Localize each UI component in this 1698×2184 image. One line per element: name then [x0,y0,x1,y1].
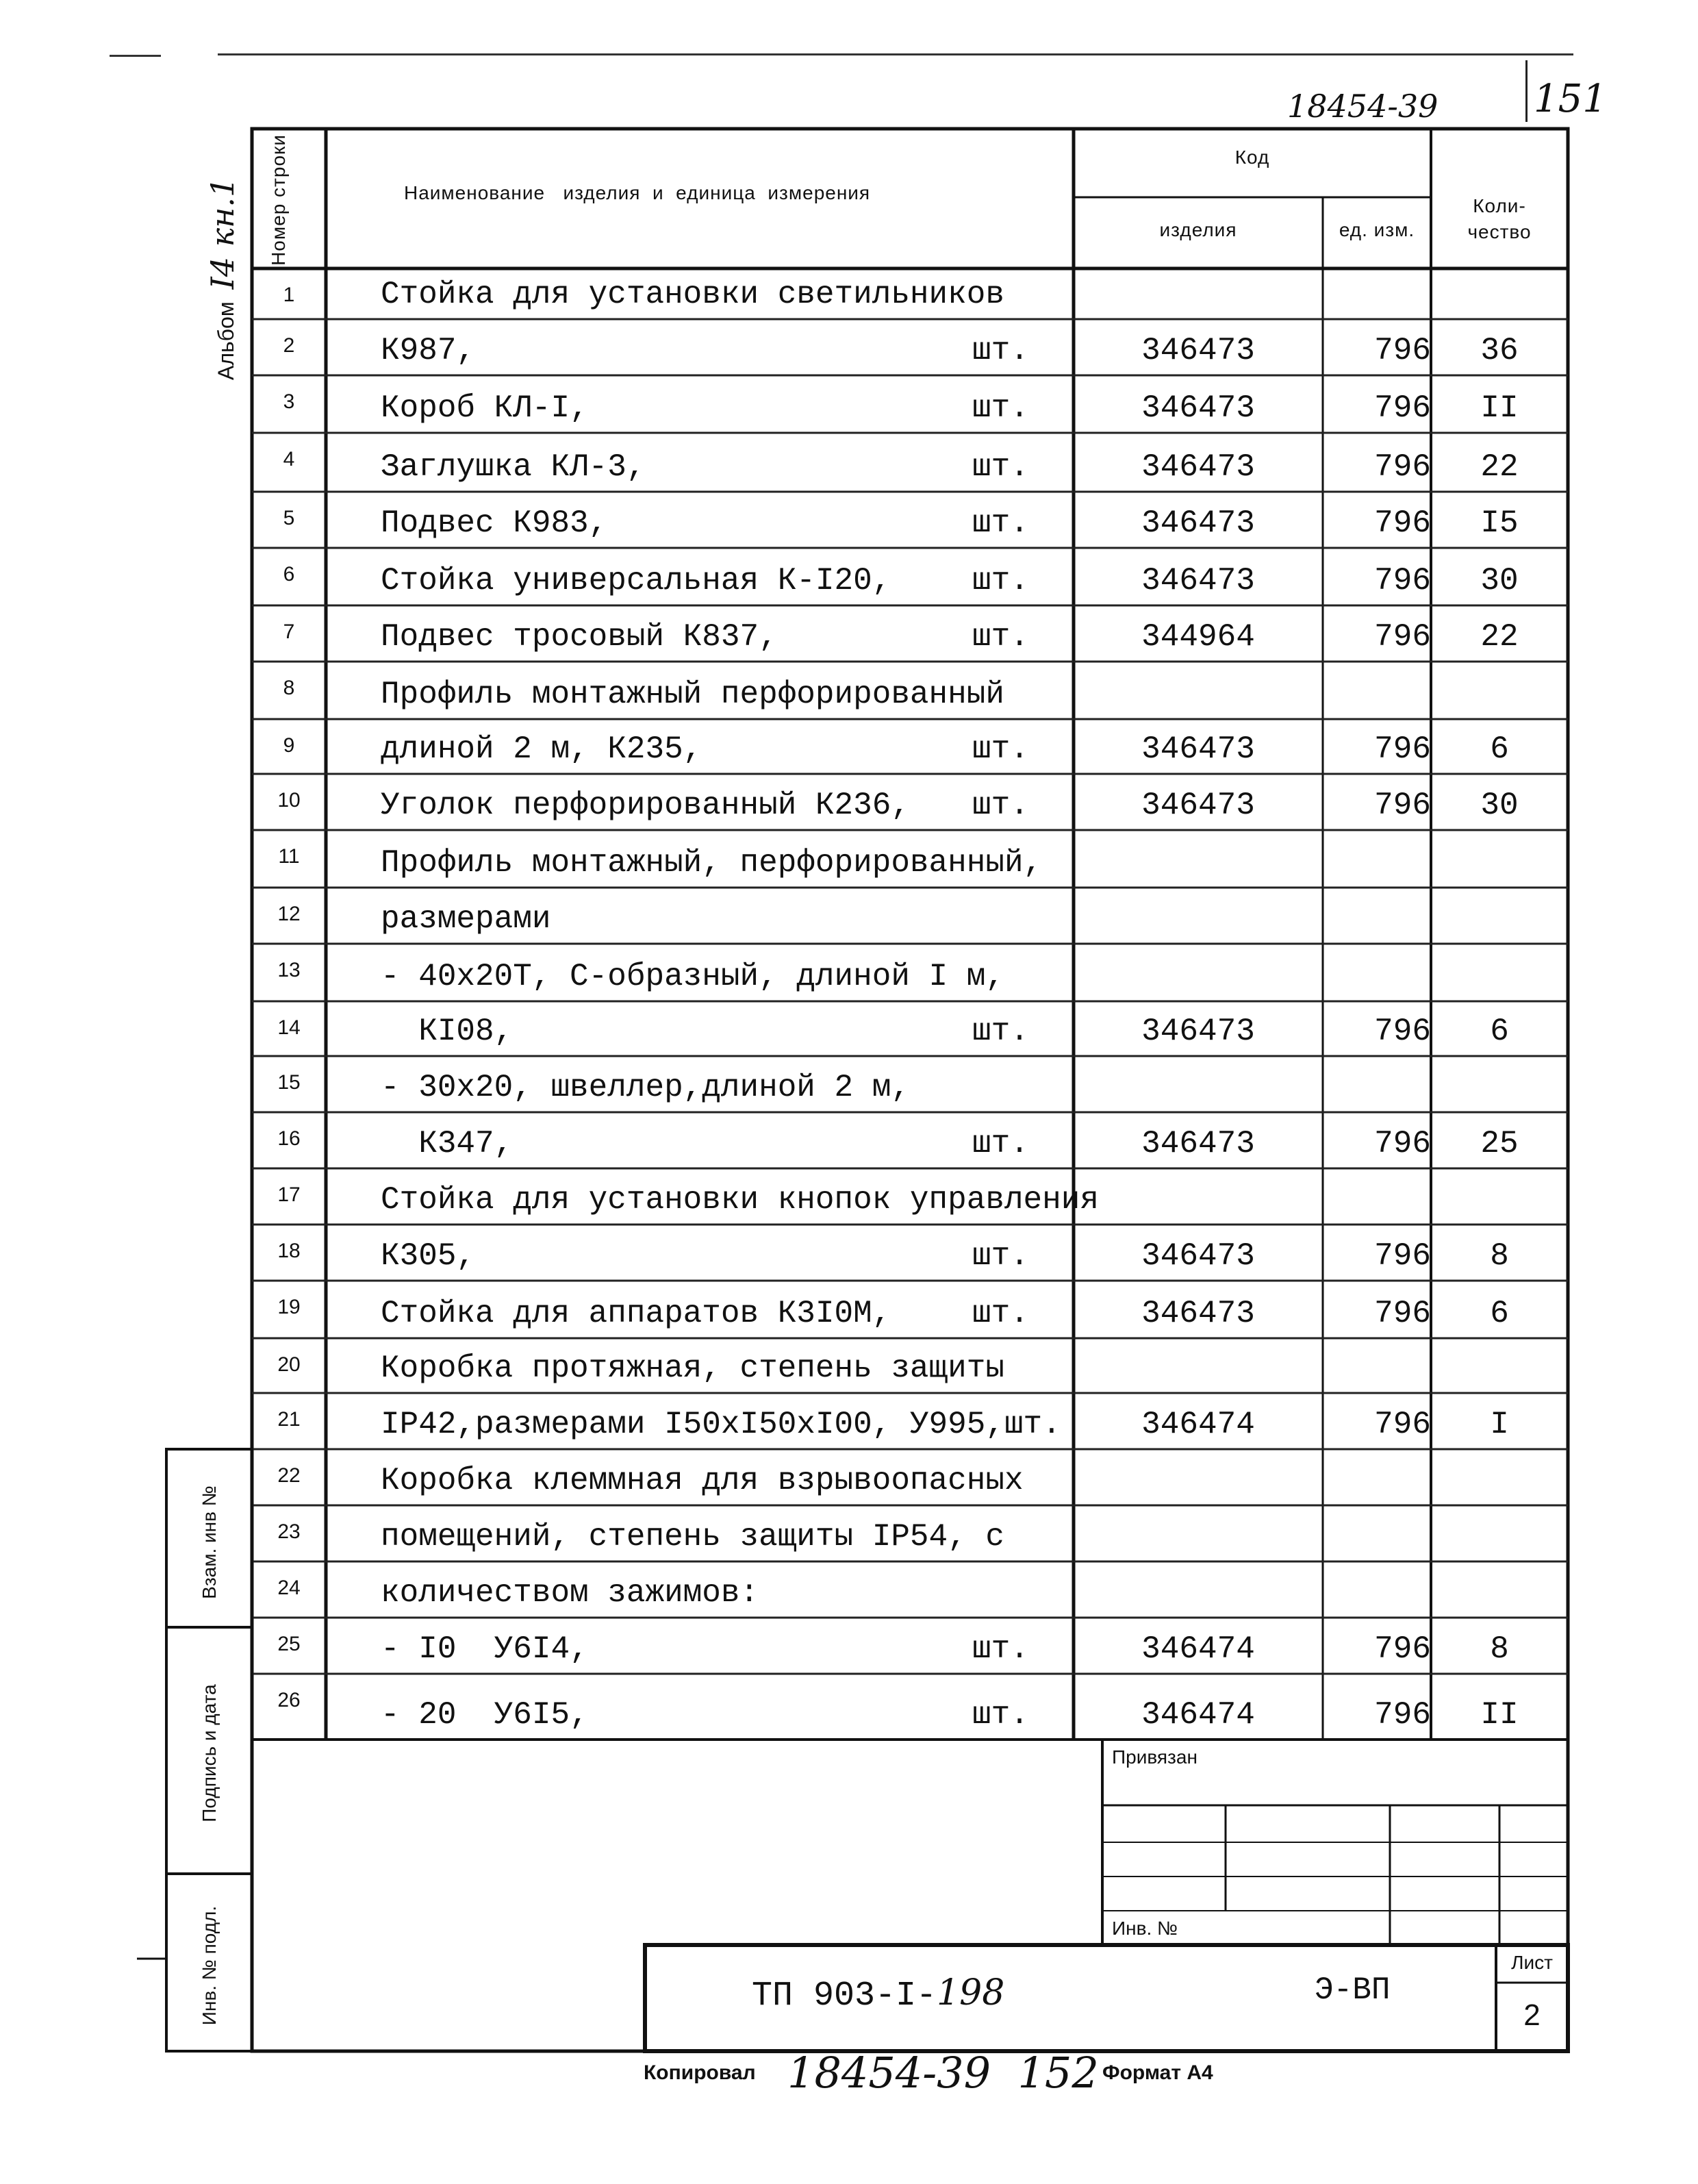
row-qty: 25 [1480,1126,1519,1162]
album-label: Альбом I4 кн.1 [204,177,241,380]
row-qty: 6 [1490,731,1509,767]
row-uom: 796 [1374,1296,1431,1331]
row-unit: шт. [972,1697,1029,1733]
row-uom: 796 [1374,788,1431,823]
row-code: 346473 [1141,505,1255,541]
row-name: Коробка протяжная, степень защиты [381,1351,1004,1386]
row-number: 25 [277,1633,301,1655]
row-number: 14 [277,1016,301,1039]
header-code: Код [1234,147,1270,168]
row-number: 12 [277,903,301,925]
row-name: Заглушка КЛ-3, [381,449,646,485]
row-number: 7 [283,620,295,643]
row-code: 346474 [1141,1697,1255,1733]
row-unit: шт. [972,505,1029,541]
row-name: количеством зажимов: [381,1575,759,1611]
row-code: 346474 [1141,1631,1255,1667]
row-code: 346473 [1141,788,1255,823]
row-number: 16 [277,1127,301,1150]
row-qty: 6 [1490,1296,1509,1331]
row-name: Коробка клеммная для взрывоопасных [381,1463,1024,1498]
row-name: Стойка для установки светильников [381,277,1004,312]
row-qty: 6 [1490,1014,1509,1049]
row-uom: 796 [1374,619,1431,655]
row-name: Профиль монтажный, перфорированный, [381,845,1043,881]
row-unit: шт. [972,1296,1029,1331]
row-number: 1 [283,284,295,306]
row-name: Стойка универсальная К-I20, [381,563,891,599]
row-name: К347, [381,1126,514,1162]
row-number: 6 [283,563,295,586]
footer-format: Формат А4 [1102,2061,1213,2084]
row-name: размерами [381,901,551,937]
row-uom: 796 [1374,1126,1431,1162]
row-number: 13 [277,959,301,981]
row-unit: шт. [972,1238,1029,1274]
stamp-sheet-value: 2 [1523,1998,1541,2032]
row-number: 18 [277,1240,301,1262]
row-name: Стойка для аппаратов К3I0М, [381,1296,891,1331]
row-name: К305, [381,1238,476,1274]
row-uom: 796 [1374,563,1431,599]
row-name: - 30х20, швеллер,длиной 2 м, [381,1070,910,1105]
row-unit: шт. [972,1014,1029,1049]
row-number: 19 [277,1296,301,1318]
row-code: 346473 [1141,390,1255,426]
row-uom: 796 [1374,390,1431,426]
row-number: 5 [283,507,295,529]
row-number: 23 [277,1520,301,1543]
row-number: 8 [283,677,295,699]
doc-number-hand: 18454-39 [1287,88,1439,125]
row-code: 346473 [1141,333,1255,368]
row-number: 9 [283,734,295,757]
row-qty: 30 [1480,563,1519,599]
row-uom: 796 [1374,1631,1431,1667]
stamp-sheet-label: Лист [1511,1952,1553,1973]
row-number: 17 [277,1183,301,1206]
row-number: 15 [277,1071,301,1094]
row-name: Стойка для установки кнопок управления [381,1182,1099,1218]
row-unit: шт. [972,390,1029,426]
row-uom: 796 [1374,1407,1431,1442]
page-number-hand: 151 [1534,77,1607,121]
row-qty: 36 [1480,333,1519,368]
row-number: 20 [277,1353,301,1376]
row-qty: 30 [1480,788,1519,823]
row-uom: 796 [1374,731,1431,767]
row-number: 2 [283,334,295,357]
row-uom: 796 [1374,449,1431,485]
side-vzam: Взам. инв № [199,1485,220,1599]
row-name: длиной 2 м, К235, [381,731,702,767]
row-code: 346473 [1141,1014,1255,1049]
row-qty: I [1490,1407,1509,1442]
row-number: 21 [277,1408,301,1431]
row-code: 346473 [1141,1296,1255,1331]
row-number: 24 [277,1577,301,1599]
row-qty: 8 [1490,1238,1509,1274]
row-name: помещений, степень защиты IP54, с [381,1519,1004,1555]
row-number: 26 [277,1689,301,1711]
row-uom: 796 [1374,1014,1431,1049]
row-code: 346474 [1141,1407,1255,1442]
row-unit: шт. [972,333,1029,368]
row-uom: 796 [1374,505,1431,541]
row-code: 346473 [1141,731,1255,767]
row-name: Подвес К983, [381,505,608,541]
stamp-section: Э-ВП [1315,1972,1391,2008]
row-name: Короб КЛ-I, [381,390,589,426]
header-qty: Коли-чество [1467,195,1532,242]
row-qty: 22 [1480,619,1519,655]
row-name: К987, [381,333,476,368]
header-code-item: изделия [1159,219,1237,240]
header-name: Наименование изделия и единица измерения [404,182,871,203]
row-qty: II [1480,390,1519,426]
stamp-inv-no: Инв. № [1112,1918,1178,1939]
row-name: Уголок перфорированный К236, [381,788,910,823]
row-name: - I0 У6I4, [381,1631,589,1667]
row-name: - 40х20Т, С-образный, длиной I м, [381,959,1004,994]
row-number: 10 [277,789,301,812]
header-code-unit: ед. изм. [1339,219,1415,240]
footer-copied: Копировал [644,2061,756,2084]
row-number: 3 [283,390,295,413]
row-qty: I5 [1480,505,1519,541]
row-name: Подвес тросовый К837, [381,619,778,655]
row-unit: шт. [972,1631,1029,1667]
row-unit: шт. [972,619,1029,655]
row-number: 4 [283,448,295,470]
side-inv-podl: Инв. № подл. [199,1905,220,2026]
row-name: Профиль монтажный перфорированный [381,677,1004,712]
row-unit: шт. [972,563,1029,599]
row-unit: шт. [972,731,1029,767]
row-unit: шт. [972,449,1029,485]
row-name: IP42,размерами I50хI50хI00, У995,шт. [381,1407,1061,1442]
row-code: 344964 [1141,619,1255,655]
row-code: 346473 [1141,1126,1255,1162]
row-code: 346473 [1141,1238,1255,1274]
stamp-designation: ТП 903-I-198 [752,1972,1005,2016]
row-name: КI08, [381,1014,514,1049]
row-uom: 796 [1374,1697,1431,1733]
row-qty: 8 [1490,1631,1509,1667]
row-code: 346473 [1141,449,1255,485]
row-uom: 796 [1374,1238,1431,1274]
row-name: - 20 У6I5, [381,1697,589,1733]
row-number: 11 [278,845,300,868]
stamp-privyazan: Привязан [1112,1746,1198,1768]
header-row-no: Номер строки [268,134,289,266]
row-code: 346473 [1141,563,1255,599]
row-uom: 796 [1374,333,1431,368]
row-qty: 22 [1480,449,1519,485]
footer-copied-hand: 18454-39 152 [787,2048,1099,2098]
row-qty: II [1480,1697,1519,1733]
row-unit: шт. [972,1126,1029,1162]
row-unit: шт. [972,788,1029,823]
row-number: 22 [277,1464,301,1487]
side-podpis: Подпись и дата [199,1684,220,1822]
